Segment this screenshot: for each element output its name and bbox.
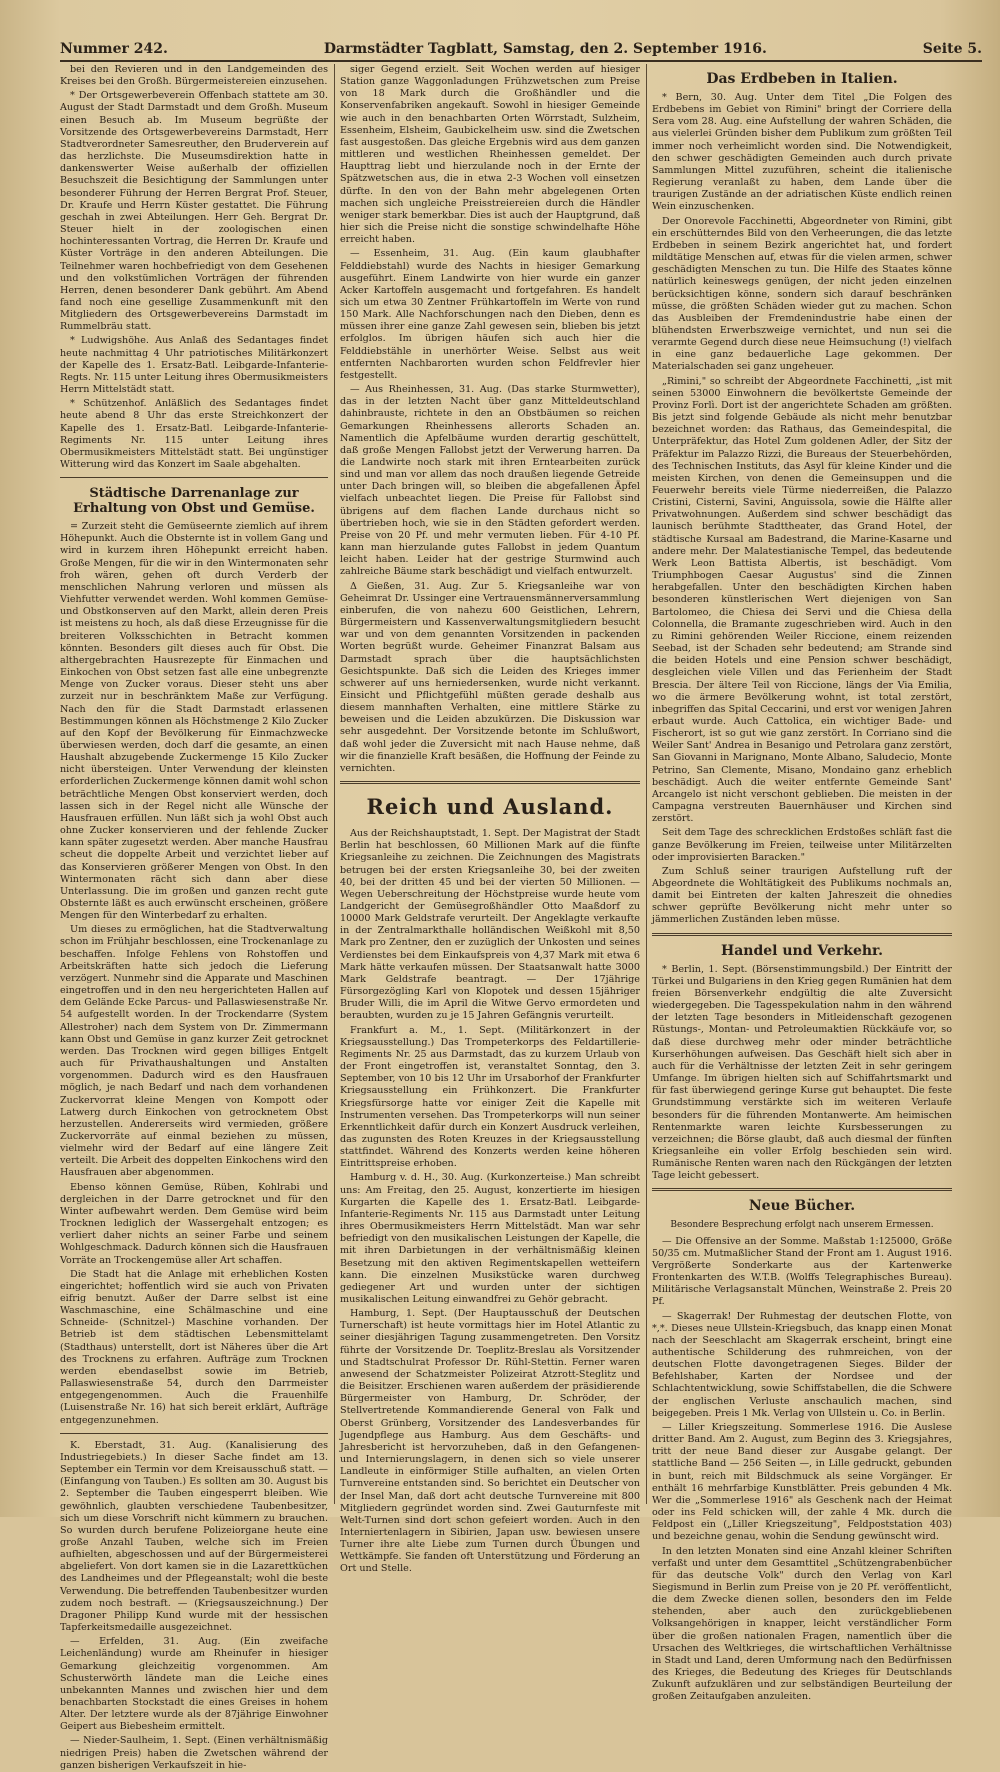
article-paragraph: * Bern, 30. Aug. Unter dem Titel „Die Folgen des Erdbebens im Gebiet von Rimini" bringt der Corriere della Sera vom 28. Aug. eine Aufstellung der wahren Schäden, die aus vielerlei Gründen bisher dem Publikum zum größten Teil immer noch verheimlicht worden sind. Die Notwendigkeit, den schwer geschädigten Gemeinden auch durch private Sammlungen Mittel zuzuführen, scheint die italienische Regierung veranlaßt zu haben, dem Lande über die traurigen Zustände an der adriatischen Küste endlich reinen Wein einzuschenken. [652, 92, 952, 213]
article-paragraph: „Rimini," so schreibt der Abgeordnete Facchinetti, „ist mit seinen 53000 Einwohnern die bevölkertste Gemeinde der Provinz Forlì. Dort ist der angerichtete Schaden am größten. Bis jetzt sind folgende Gebäude als nicht mehr benutzbar bezeichnet worden: das Rathaus, das Gemeindespital, die Unterpräfektur, das Hotel Zum goldenen Adler, der Sitz der Präfektur im Palazzo Rizzi, die Bureaus der Steuerbehörden, des Technischen Instituts, das Asyl für kleine Kinder und die meisten Kirchen, von denen die Gemeinsuppen und die Feuerwehr bereits viele Türme niederreißen, die Palazzo Cristini, Cisterni, Savini, Anguissola, sowie die Hälfte aller Privatwohnungen. Außerdem sind schwer beschädigt das launisch berühmte Stadttheater, das Grand Hotel, der städtische Kursaal am Badestrand, die Marine-Kasarne und andere mehr. Der Malatestianische Tempel, das bedeutende Werk Leon Battista Albertis, ist beschädigt. Vom Triumphbogen Caesar Augustus' sind die Zinnen herabgefallen. Unter den beschädigten Kirchen haben besonderen künstlerischen Wert diejenigen von San Bartolomeo, die Chiesa dei Servi und die Chiesa della Colonnella, die Bramante zugeschrieben wird. Auch in den zu Rimini gehörenden Weiler Riccione, einem reizenden Seebad, ist der Schaden sehr bedeutend; am Strande sind die beiden Hotels und eine Pension schwer beschädigt, desgleichen viele Villen und das Ferienheim der Stadt Brescia. Der ältere Teil von Riccione, längs der Via Emilia, wo die ärmere Bevölkerung wohnt, ist total zerstört, inbegriffen das Spital Ceccarini, und erst vor wenigen Jahren erbaut wurde. Auch Cattolica, ein wichtiger Bade- und Fischerort, ist so gut wie ganz zerstört. In Corriano sind die Weiler Sant' Andrea in Besanigo und Petrolara ganz zerstört, San Giovanni in Marignano, Monte Albano, Saludecio, Monte Petrino, San Clemente, Misano, Mondaino ganz erheblich beschädigt. Auch die weiter entfernte Gemeinde Sant' Arcangelo ist nicht verschont geblieben. Die meisten in der Campagna verstreuten Bauernhäuser und Kirchen sind zerstört. [652, 375, 952, 825]
article-paragraph: Δ Gießen, 31. Aug. Zur 5. Kriegsanleihe war von Geheimrat Dr. Ussinger eine Vertrauensmännerversammlung einberufen, die von nahezu 600 Geistlichen, Lehrern, Bürgermeistern und Kassenverwaltungsmitgliedern besucht war und von dem genannten Vorsitzenden in packenden Worten begrüßt wurde. Geheimer Finanzrat Balsam aus Darmstadt sprach über die hauptsächlichsten Gesichtspunkte. Daß sich die Leiden des Krieges immer schwerer auf uns herniedersenken, wurde nicht verkannt. Einsicht und Pflichtgefühl müßten gerade deshalb aus diesem mannhaften Verhalten, eine mittlere Stärke zu beweisen und die Leiden abzukürzen. Die Diskussion war sehr ausgedehnt. Der Vorsitzende betonte im Schlußwort, daß wohl jeder die Zuversicht mit nach Hause nehme, daß wir die finanzielle Kraft besäßen, die Hoffnung der Feinde zu vernichten. [340, 580, 640, 774]
page-number: Seite 5. [922, 41, 982, 57]
article-paragraph: Hamburg, 1. Sept. (Der Hauptausschuß der Deutschen Turnerschaft) ist heute vormittags hier im Hotel Atlantic zu seiner diesjährigen Tagung zusammengetreten. Den Vorsitz führte der Vorsitzende Dr. Toeplitz-Breslau als Vorsitzender und Stadtschulrat Professor Dr. Rühl-Stettin. Ferner waren anwesend der Schatzmeister Polizeirat Atzrott-Steglitz und die Beisitzer. Erschienen waren außerdem der präsidierende Bürgermeister von Hamburg, Dr. Schröder, der Stellvertretende Kommandierende General von Falk und Oberst Grünberg, Vorsitzender des Landesverbandes für Jugendpflege aus Hamburg. Aus dem Geschäfts- und Jahresbericht ist hervorzuheben, daß in den Gefangenen- und Internierungslagern, in denen sich so viele unserer Landleute in einförmiger Stille aufhalten, an vielen Orten Turnvereine entstanden sind. So berichtet ein Deutscher von der Insel Man, daß dort acht deutsche Turnvereine mit 800 Mitgliedern gegründet worden sind. Zwei Gauturnfeste mit Welt-Turnen sind dort schon gefeiert worden. Auch in den Interniertenlagern in Sibirien, Japan usw. bewiesen unsere Turner ihre alte Liebe zum Turnen durch Übungen und Wettkämpfe. Sie fanden oft Unterstützung und Förderung an Ort und Stelle. [340, 1308, 640, 1575]
page-header [60, 38, 982, 62]
article-paragraph: Die Stadt hat die Anlage mit erheblichen Kosten eingerichtet; hoffentlich wird sie auch von Privaten eifrig benutzt. Außer der Darre selbst ist eine Waschmaschine, eine Schälmaschine und eine Schneide- (Schnitzel-) Maschine vorhanden. Der Betrieb ist dem städtischen Lebensmittelamt (Stadthaus) unterstellt, dort ist Näheres über die Art des Trocknens zu erfahren. Aufträge zum Trocknen werden ebendaselbst sowie im Betrieb, Pallaswiesenstraße 54, durch den Darrmeister entgegengenommen. Auch die Frauenhilfe (Luisenstraße Nr. 16) hat sich bereit erklärt, Aufträge entgegenzunehmen. [60, 1268, 328, 1426]
article-paragraph: siger Gegend erzielt. Seit Wochen werden auf hiesiger Station ganze Waggonladungen Frühzwetschen zum Preise von 18 Mark durch die Großhändler und die Konservenfabriken angekauft. Sowohl in hiesiger Gemeinde wie auch in den benachbarten Orten Wörrstadt, Sulzheim, Essenheim, Elsheim, Gaubickelheim usw. sind die Zwetschen fast ausgestoßen. Das gleiche Ergebnis wird aus dem ganzen mittleren und westlichen Rheinhessen gemeldet. Der Haupttrag liebt und hierzulande noch in der Ernte der Spätzwetschen aus, die in etwa 2-3 Wochen voll einsetzen dürfte. In den von der Bahn mehr abgelegenen Orten machen sich ungleiche Preisstreiereien durch die Händler weniger stark bemerkbar. Dies ist auch der Hauptgrund, daß hier sich die Preise nicht die sonstige schwindelhafte Höhe erreicht haben. [340, 64, 640, 246]
section-divider [60, 477, 328, 478]
article-paragraph: Hamburg v. d. H., 30. Aug. (Kurkonzerteise.) Man schreibt uns: Am Freitag, den 25. August, konzertierte im hiesigen Kurgarten die Kapelle des 1. Ersatz-Batl. Leibgarde-Infanterie-Regiments Nr. 115 aus Darmstadt unter Leitung ihres Obermusikmeisters Herrn Mittelstädt. Man war sehr befriedigt von den musikalischen Leistungen der Kapelle, die mit ihren Darbietungen in der verhältnismäßig kleinen Besetzung mit den aktiven Regimentskapellen wetteifern kann. Die einzelnen Musikstücke waren durchweg gediegener Art und wurden unter der sichtigen musikalischen Leitung einwandfrei zu Gehör gebracht. [340, 1172, 640, 1305]
article-paragraph: Frankfurt a. M., 1. Sept. (Militärkonzert in der Kriegsausstellung.) Das Trompeterkorps des Feldartillerie-Regiments Nr. 25 aus Darmstadt, das zu kurzem Urlaub von der Front eingetroffen ist, veranstaltet Sonntag, den 3. September, von 10 bis 12 Uhr im Ursaborhof der Frankfurter Kriegsausstellung ein Frühkonzert. Die Frankfurter Kriegsfürsorge hatte vor einiger Zeit die Kapelle mit Instrumenten versehen. Das Trompeterkorps will nun seiner Erkenntlichkeit dafür durch ein Konzert Ausdruck verleihen, das zugunsten des Roten Kreuzes in der Kriegsausstellung stattfindet. Während des Konzerts werden keine höheren Eintrittspreise erhoben. [340, 1024, 640, 1170]
article-paragraph: * Berlin, 1. Sept. (Börsenstimmungsbild.) Der Eintritt der Türkei und Bulgariens in den Krieg gegen Rumänien hat dem freien Börsenverkehr endgültig die alte Zuversicht wiedergegeben. Die Tagesspekulation nahm in den während der letzten Tage besonders in Mitleidenschaft gezogenen Rüstungs-, Montan- und Petroleumaktien Rückkäufe vor, so daß diese durchweg mehr oder minder beträchtliche Kurserhöhungen aufweisen. Das Geschäft hielt sich aber in auch für die Verhältnisse der letzten Zeit in sehr geringem Umfange. Im übrigen hielten sich auf Schiffahrtsmarkt und für fast überwiegend geringe Kurse gut behauptet. Die feste Grundstimmung verstärkte sich im weiteren Verlaufe besonders für die führenden Montanwerte. Am heimischen Rentenmarkte waren leichte Kursbesserungen zu verzeichnen; die Börse glaubt, daß auch diesmal der fünften Kriegsanleihe ein voller Erfolg beschieden sein wird. Rumänische Renten waren nach den Rückgängen der letzten Tage leicht gebessert. [652, 963, 952, 1182]
article-paragraph: bei den Revieren und in den Landgemeinden des Kreises bei den Großh. Bürgermeistereien einzusehen. [60, 64, 328, 88]
column-1 [60, 64, 328, 1771]
article-paragraph: — Die Offensive an der Somme. Maßstab 1:125000, Größe 50/35 cm. Mutmaßlicher Stand der Front am 1. August 1916. Vergrößerte Sonderkarte aus der Kartenwerke Frontenkarten des W.T.B. (Wolffs Telegraphisches Bureau). Militärische Verlagsanstalt München, Weinstraße 2. Preis 20 Pf. [652, 1235, 952, 1308]
masthead-dateline: Darmstädter Tagblatt, Samstag, den 2. September 1916. [323, 41, 767, 57]
article-paragraph: Zum Schluß seiner traurigen Aufstellung ruft der Abgeordnete die Wohltätigkeit des Publikums nochmals an, damit bei Eintreten der kalten Jahreszeit die ohnedies schwer geprüfte Bevölkerung nicht mehr unter so jämmerlichen Zuständen leben müsse. [652, 865, 952, 926]
article-paragraph: K. Eberstadt, 31. Aug. (Kanalisierung des Industriegebiets.) In dieser Sache findet am 13. September ein Termin vor dem Kreisausschuß statt. — (Einfangung von Tauben.) Es sollten am 30. August bis 2. September die Tauben eingesperrt bleiben. Wie gewöhnlich, glaubten verschiedene Taubenbesitzer, sich um diese Vorschrift nicht kümmern zu brauchen. So wurden durch berufene Polizeiorgane heute eine große Anzahl Tauben, welche sich im Freien aufhielten, abgeschossen und auf der Bürgermeisterei abgeliefert. Von dort kamen sie in die Lazarettküchen des Landheimes und der Pflegeanstalt; wohl die beste Verwendung. Die betreffenden Taubenbesitzer wurden zudem noch bestraft. — (Kriegsauszeichnung.) Der Dragoner Philipp Kund wurde mit der hessischen Tapferkeitsmedaille ausgezeichnet. [60, 1439, 328, 1634]
article-paragraph: = Zurzeit steht die Gemüseernte ziemlich auf ihrem Höhepunkt. Auch die Obsternte ist in vollem Gang und wird in kurzem ihren Höhepunkt erreicht haben. Große Mengen, für die wir in den Wintermonaten sehr froh wären, gehen oft durch Verderb der menschlichen Nahrung verloren und müssen als Viehfutter verwendet werden. Wohl kommen Gemüse- und Obstkonserven auf den Markt, allein deren Preis ist meistens zu hoch, als daß diese Erzeugnisse für die breiteren Volksschichten in Betracht kommen könnten. Besonders gilt dieses auch für Obst. Die althergebrachten Hausrezepte für Einmachen und Einkochen von Obst setzen fast alle eine unbegrenzte Menge von Zucker voraus. Dieser steht uns aber zurzeit nur in beschränktem Maße zur Verfügung. Nach den für die Stadt Darmstadt erlassenen Bestimmungen können als Höchstmenge 2 Kilo Zucker auf den Kopf der Bevölkerung für Einmachzwecke überwiesen werden, doch darf die gesamte, an einen Haushalt abzugebende Zuckermenge 15 Kilo Zucker nicht übersteigen. Unter Verwendung der kleinsten erforderlichen Zuckermenge können damit wohl schon beträchtliche Mengen Obst konserviert werden, doch lassen sich in der Regel nicht alle Wünsche der Hausfrauen erfüllen. Nun läßt sich ja wohl Obst auch ohne Zucker konservieren und der fehlende Zucker kann später zugesetzt werden. Aber manche Hausfrau scheut die doppelte Arbeit und verzichtet lieber auf das Konservieren größerer Mengen von Obst. In den Wintermonaten rächt sich dann aber diese Unterlassung. Die im großen und ganzen recht gute Obsternte läßt es auch erwünscht erscheinen, größere Mengen für den Winterbedarf zu erhalten. [60, 521, 328, 922]
article-paragraph: * Ludwigshöhe. Aus Anlaß des Sedantages findet heute nachmittag 4 Uhr patriotisches Militärkonzert der Kapelle des 1. Ersatz-Batl. Leibgarde-Infanterie-Regts. Nr. 115 unter Leitung ihres Obermusikmeisters Herrn Mittelstädt statt. [60, 335, 328, 396]
article-paragraph: — Liller Kriegszeitung. Sommerlese 1916. Die Auslese dritter Band. Am 2. August, zum Beginn des 3. Kriegsjahres, tritt der neue Band dieser zur Ausgabe gelangt. Der stattliche Band — 256 Seiten —, in Lille gedruckt, gebunden in bunt, reich mit Bildschmuck als seine Vorgänger. Er enthält 16 mehrfarbige Kunstblätter. Preis gebunden 4 Mk. Wer die „Sommerlese 1916" als Geschenk nach der Heimat oder ins Feld schicken will, der zahle 4 Mk. durch die Feldpost ein („Liller Kriegszeitung", Feldpoststation 403) und bezeichne genau, wohin die Sendung gewünscht wird. [652, 1421, 952, 1543]
article-paragraph: Seit dem Tage des schrecklichen Erdstoßes schläft fast die ganze Bevölkerung im Freien, teilweise unter Militärzelten oder improvisierten Baracken." [652, 827, 952, 863]
column-2 [340, 64, 640, 1575]
article-paragraph: * Schützenhof. Anläßlich des Sedantages findet heute abend 8 Uhr das erste Streichkonzert der Kapelle des 1. Ersatz-Batl. Leibgarde-Infanterie-Regiments Nr. 115 unter Leitung ihres Obermusikmeisters Mittelstädt statt. Bei ungünstiger Witterung wird das Konzert im Saale abgehalten. [60, 398, 328, 470]
section-divider [60, 1433, 328, 1434]
section-heading: Handel und Verkehr. [721, 942, 883, 959]
section-heading: Reich und Ausland. [366, 794, 614, 820]
article-paragraph: — Erfelden, 31. Aug. (Ein zweifache Leichenländung) wurde am Rheinufer in hiesiger Gemarkung gleichzeitig vorgenommen. Am Schusterwörth ländete man die Leiche eines unbekannten Mannes und zwischen hier und dem benachbarten Stockstadt die eines Greises in hohem Alter. Der letztere wurde als der 87jährige Einwohner Geipert aus Biebesheim ermittelt. [60, 1636, 328, 1733]
article-paragraph: — Skagerrak! Der Ruhmestag der deutschen Flotte, von *,*. Dieses neue Ullstein-Kriegsbuch, das knapp einen Monat nach der Seeschlacht am Skagerrak erscheint, bringt eine authentische Schilderung des ruhmreichen, von der deutschen Flotte davongetragenen Sieges. Bilder der Befehlshaber, Karten der Nordsee und der Schlachtentwicklung, sowie Schiffstabellen, die die Schwere der englischen Verluste anschaulich machen, sind beigegeben. Preis 1 Mk. Verlag von Ullstein u. Co. in Berlin. [652, 1310, 952, 1419]
article-paragraph: Ebenso können Gemüse, Rüben, Kohlrabi und dergleichen in der Darre getrocknet und für den Winter aufbewahrt werden. Dem Gemüse wird beim Trocknen lediglich der Wassergehalt entzogen; es verliert daher nichts an seiner Farbe und seinem Wohlgeschmack. Dadurch können sich die Hausfrauen Vorräte an Trockengemüse aller Art schaffen. [60, 1181, 328, 1266]
article-paragraph: Der Onorevole Facchinetti, Abgeordneter von Rimini, gibt ein erschütterndes Bild von den Verheerungen, die das letzte Erdbeben in seinem Bezirk angerichtet hat, und fordert mildtätige Menschen auf, etwas für die vielen armen, schwer geschädigten Menschen zu tun. Die Hilfe des Staates könne natürlich keineswegs genügen, der nicht jeden einzelnen berücksichtigen könne, sondern sich darauf beschränken müsse, die größten Schäden wieder gut zu machen. Schon das Ausbleiben der Fremdenindustrie habe einen der blühendsten Erwerbszweige vernichtet, und nun sei die verarmte Gegend durch diese neue Heimsuchung (!) vielfach in eine ganz bedauerliche Lage gekommen. Der Materialschaden sei ganz ungeheuer. [652, 215, 952, 373]
column-rule [646, 64, 647, 1504]
section-divider [652, 1188, 952, 1191]
article-paragraph: — Aus Rheinhessen, 31. Aug. (Das starke Sturmwetter), das in der letzten Nacht über ganz Mitteldeutschland dahinbrauste, richtete in den an Obstbäumen so reichen Gemarkungen Rheinhessens allerorts Schaden an. Namentlich die Apfelbäume wurden derartig geschüttelt, daß große Mengen Fallobst jetzt der Verwerung harren. Da die Landwirte noch stark mit ihren Erntearbeiten zurück sind und man vor allem das noch draußen liegende Getreide unter Dach bringen will, so bleiben die abgefallenen Äpfel vielfach unbeachtet liegen. Die Preise für Fallobst sind übrigens auf dem flachen Lande durchaus nicht so übertrieben hoch, wie sie in den Städten gefordert werden. Preise von 20 Pf. und mehr vermuten lieben. Für 4-10 Pf. kann man hierzulande gutes Fallobst in jedem Quantum leicht haben. Leider hat der gestrige Sturmwind auch zahlreiche Bäume stark beschädigt und vielfach entwurzelt. [340, 384, 640, 578]
section-divider [340, 781, 640, 784]
section-divider [652, 933, 952, 936]
article-paragraph: — Essenheim, 31. Aug. (Ein kaum glaubhafter Felddiebstahl) wurde des Nachts in hiesiger Gemarkung ausgeführt. Einem Landwirte von hier wurde ein ganzer Acker Kartoffeln ausgemacht und fortgefahren. Es handelt sich um etwa 30 Zentner Frühkartoffeln im Werte von rund 150 Mark. Alle Nachforschungen nach den Dieben, denn es müssen ihrer eine ganze Zahl gewesen sein, blieben bis jetzt erfolglos. Im übrigen häufen sich auch hier die Felddiebstähle in unerhörter Weise. Selbst aus weit entfernten Nachbarorten wurden schon Feldfrevler hier festgestellt. [340, 248, 640, 381]
issue-number: Nummer 242. [60, 41, 168, 57]
section-heading: Städtische Darrenanlage zur Erhaltung von Obst und Gemüse. [73, 486, 315, 517]
section-heading: Das Erdbeben in Italien. [706, 71, 898, 87]
column-rule [334, 64, 335, 1504]
article-paragraph: Aus der Reichshauptstadt, 1. Sept. Der Magistrat der Stadt Berlin hat beschlossen, 60 Millionen Mark auf die fünfte Kriegsanleihe zu zeichnen. Die Zeichnungen des Magistrats betrugen bei der ersten Kriegsanleihe 30, bei der zweiten 40, bei der dritten 45 und bei der vierten 50 Millionen. — Wegen Ueberschreitung der Höchstpreise wurde heute vom Landgericht der Gemüsegroßhändler Otto Maaßdorf zu 10000 Mark Geldstrafe verurteilt. Der Angeklagte verkaufte in der Zentralmarkthalle holländischen Weißkohl mit 8,50 Mark pro Zentner, den er zuzüglich der Unkosten und seines Verdienstes bei dem Einkaufspreis von 4,37 Mark mit etwa 6 Mark hätte verkaufen müssen. Der Staatsanwalt hatte 3000 Mark Geldstrafe beantragt. — Der 17jährige Fürsorgezögling Karl von Klopotek und dessen 15jähriger Bruder Willi, die im April die Witwe Gervo ermordeten und beraubten, wurden zu je 15 Jahren Gefängnis verurteilt. [340, 828, 640, 1022]
article-paragraph: — Nieder-Saulheim, 1. Sept. (Einen verhältnismäßig niedrigen Preis) haben die Zwetschen während der ganzen bisherigen Verkaufszeit in hie- [60, 1735, 328, 1771]
article-paragraph: In den letzten Monaten sind eine Anzahl kleiner Schriften verfaßt und unter dem Gesamttitel „Schützengrabenbücher für das deutsche Volk" durch den Verlag von Karl Siegismund in Berlin zum Preise von je 20 Pf. veröffentlicht, die dem Zwecke dienen sollen, besonders den im Felde stehenden, aber auch den zurückgebliebenen Volksangehörigen in knapper, leicht verständlicher Form über die großen nationalen Fragen, namentlich über die Ursachen des Weltkrieges, die wirtschaftlichen Verhältnisse in Stadt und Land, deren Umformung nach den Bedürfnissen des Krieges, die Bedeutung des Krieges für Deutschlands Zukunft aufzuklären und zur selbständigen Beurteilung der großen Zeitaufgaben anzuleiten. [652, 1545, 952, 1703]
column-3 [652, 64, 952, 1703]
section-subnote: Besondere Besprechung erfolgt nach unserem Ermessen. [670, 1220, 934, 1231]
article-paragraph: * Der Ortsgewerbeverein Offenbach stattete am 30. August der Stadt Darmstadt und dem Großh. Museum einen Besuch ab. Im Museum begrüßte der Vorsitzende des Ortsgewerbevereins Darmstadt, Herr Stadtverordneter Samesreuther, den Bruderverein auf das herzlichste. Die Museumsdirektion hatte in dankenswerter Weise außerhalb der offiziellen Besuchszeit die Besichtigung der Sammlungen unter besonderer Führung der Herren Bergrat Prof. Steuer, Dr. Kraufe und Herrn Küster gestattet. Die Führung geschah in zwei Abteilungen. Herr Geh. Bergrat Dr. Steuer hielt in der zoologischen einen hochinteressanten Vortrag, die Herren Dr. Kraufe und Küster Vorträge in den anderen Abteilungen. Die Teilnehmer waren hochbefriedigt von dem Gesehenen und den volkstümlichen Vorträgen der führenden Herren, denen besonderer Dank gebührt. Am Abend fand noch eine gesellige Zusammenkunft mit den Mitgliedern des Ortsgewerbevereins Darmstadt im Rummelbräu statt. [60, 90, 328, 333]
article-paragraph: Um dieses zu ermöglichen, hat die Stadtverwaltung schon im Frühjahr beschlossen, eine Trockenanlage zu beschaffen. Infolge Fehlens von Rohstoffen und Arbeitskräften hatte sich jedoch die Lieferung verzögert. Nunmehr sind die Apparate und Maschinen eingetroffen und in den neu hergerichteten Hallen auf dem Gelände Ecke Parcus- und Pallaswiesenstraße Nr. 54 aufgestellt worden. In der Trockendarre (System Allestroher) nach dem System von Dr. Zimmermann kann Obst und Gemüse in ganz kurzer Zeit getrocknet werden. Das Trocknen wird gegen billiges Entgelt auch für Privathaushaltungen und Anstalten vorgenommen. Dadurch wird es den Hausfrauen möglich, je nach Bedarf und nach dem vorhandenen Zuckervorrat kleine Mengen von Kompott oder Latwerg durch Einkochen von getrocknetem Obst herzustellen. Andererseits wird vermieden, größere Zuckervorräte auf einmal beziehen zu müssen, vielmehr wird der Bedarf auf eine längere Zeit verteilt. Die Arbeit des doppelten Einkochens wird den Hausfrauen aber abgenommen. [60, 924, 328, 1179]
section-heading: Neue Bücher. [748, 1198, 856, 1215]
